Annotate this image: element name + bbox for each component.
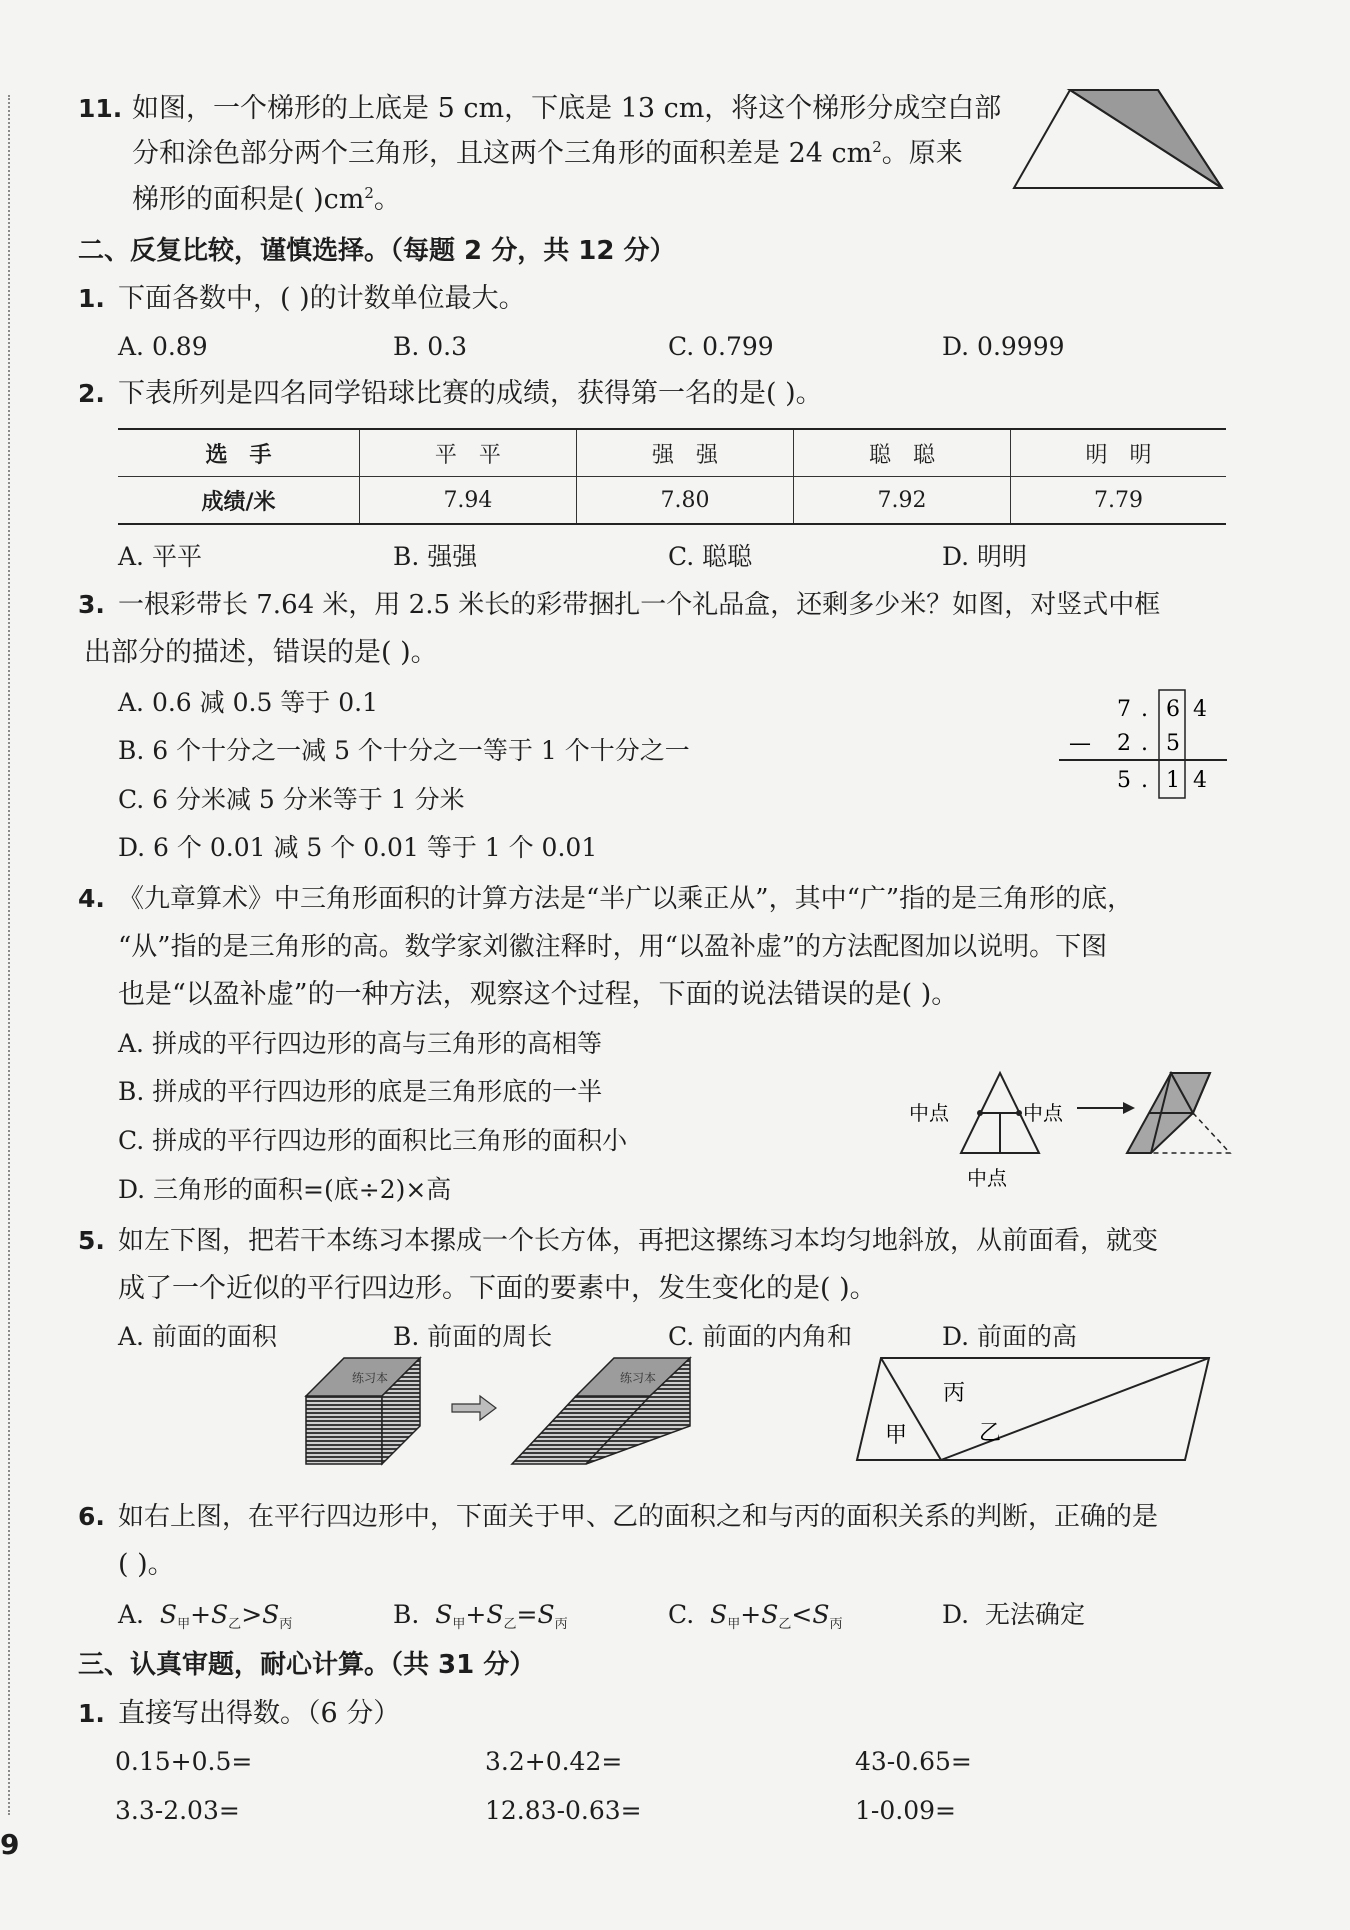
score-table xyxy=(118,428,1226,525)
q11-number: 11. xyxy=(78,94,123,123)
midpoint-label: 中点 xyxy=(909,1101,949,1125)
region-label: 丙 xyxy=(943,1381,966,1406)
q6-number: 6. xyxy=(78,1502,105,1531)
q3-option-b: B. 6 个十分之一减 5 个十分之一等于 1 个十分之一 xyxy=(118,736,690,765)
section3-title: 三、认真审题，耐心计算。（共 31 分） xyxy=(78,1650,536,1680)
q5-line2: 成了一个近似的平行四边形。下面的要素中，发生变化的是( )。 xyxy=(118,1273,877,1304)
table-cell: 平 平 xyxy=(359,429,576,477)
q4-option-c: C. 拼成的平行四边形的面积比三角形的面积小 xyxy=(118,1126,628,1155)
section2-title: 二、反复比较，谨慎选择。（每题 2 分，共 12 分） xyxy=(78,236,676,266)
calc-item: 12.83-0.63= xyxy=(485,1796,642,1825)
table-cell: 7.94 xyxy=(359,477,576,525)
q1-option-a: A. 0.89 xyxy=(118,332,208,361)
table-cell: 明 明 xyxy=(1011,429,1226,477)
q6-option-b: B. $S_甲+S_乙=S_丙$ xyxy=(393,1600,568,1632)
digit: . xyxy=(1141,768,1148,793)
table-cell: 聪 聪 xyxy=(793,429,1010,477)
arrow-icon xyxy=(452,1396,496,1420)
q5-line1: 如左下图，把若干本练习本摞成一个长方体，再把这摞练习本均匀地斜放，从前面看，就变 xyxy=(118,1226,1159,1256)
triangle-midpoint-figure xyxy=(905,1065,1235,1195)
table-row xyxy=(118,477,1226,525)
q2-text: 下表所列是四名同学铅球比赛的成绩，获得第一名的是( )。 xyxy=(118,378,823,409)
q1-option-b: B. 0.3 xyxy=(393,332,468,361)
q3-line1: 一根彩带长 7.64 米，用 2.5 米长的彩带捆扎一个礼品盒，还剩多少米？如图，对竖式中框 xyxy=(118,590,1161,620)
q5-option-d: D. 前面的高 xyxy=(942,1322,1078,1351)
q2-number: 2. xyxy=(78,379,105,408)
digit: 2 xyxy=(1117,731,1131,756)
calc-item: 3.3-2.03= xyxy=(115,1796,240,1825)
q3-line2: 出部分的描述，错误的是( )。 xyxy=(84,637,438,668)
q2-option-d: D. 明明 xyxy=(942,542,1028,571)
q5-option-c: C. 前面的内角和 xyxy=(668,1322,853,1351)
q2-option-c: C. 聪聪 xyxy=(668,542,753,571)
region-label: 甲 xyxy=(885,1423,908,1448)
digit: 5 xyxy=(1166,731,1180,756)
q4-number: 4. xyxy=(78,884,105,913)
q1-option-c: C. 0.799 xyxy=(668,332,774,361)
notebook-stack-figure xyxy=(300,1352,860,1470)
book-label: 练习本 xyxy=(620,1371,657,1385)
q4-option-d: D. 三角形的面积=(底÷2)×高 xyxy=(118,1175,452,1204)
q5-option-b: B. 前面的周长 xyxy=(393,1322,553,1351)
q1-number: 1. xyxy=(78,284,105,313)
calc-item: 0.15+0.5= xyxy=(115,1747,253,1776)
q4-option-a: A. 拼成的平行四边形的高与三角形的高相等 xyxy=(118,1029,602,1058)
parallelogram-figure xyxy=(855,1354,1217,1466)
digit: . xyxy=(1141,697,1148,722)
q4-line2: “从”指的是三角形的高。数学家刘徽注释时，用“以盈补虚”的方法配图加以说明。下图 xyxy=(118,932,1108,962)
q11-line2: 分和涂色部分两个三角形，且这两个三角形的面积差是 24 $cm^2$。原来 xyxy=(132,138,963,169)
q4-line3: 也是“以盈补虚”的一种方法，观察这个过程，下面的说法错误的是( )。 xyxy=(118,979,959,1010)
midpoint-label: 中点 xyxy=(967,1166,1007,1190)
table-cell: 强 强 xyxy=(576,429,793,477)
digit: 6 xyxy=(1166,697,1180,722)
digit: 5 xyxy=(1117,768,1131,793)
calc-text: 直接写出得数。（6 分） xyxy=(118,1698,401,1729)
table-cell: 成绩/米 xyxy=(118,477,359,525)
calc-item: 43-0.65= xyxy=(855,1747,972,1776)
digit: 4 xyxy=(1193,697,1207,722)
q1-option-d: D. 0.9999 xyxy=(942,332,1065,361)
q6-line2: ( )。 xyxy=(118,1549,175,1580)
page-number: 9 xyxy=(0,1828,20,1861)
calc-item: 3.2+0.42= xyxy=(485,1747,623,1776)
margin-dotted-line xyxy=(8,95,10,1815)
table-cell: 7.79 xyxy=(1011,477,1226,525)
digit: . xyxy=(1141,731,1148,756)
q4-option-b: B. 拼成的平行四边形的底是三角形底的一半 xyxy=(118,1077,603,1106)
trapezoid-figure xyxy=(1010,84,1232,194)
q5-option-a: A. 前面的面积 xyxy=(118,1322,277,1351)
q5-number: 5. xyxy=(78,1226,105,1255)
q6-option-a: A. $S_甲+S_乙>S_丙$ xyxy=(118,1600,293,1632)
q3-option-d: D. 6 个 0.01 减 5 个 0.01 等于 1 个 0.01 xyxy=(118,833,598,862)
midpoint-label: 中点 xyxy=(1023,1101,1063,1125)
vertical-subtraction-figure xyxy=(1055,686,1235,804)
calc-item: 1-0.09= xyxy=(855,1796,956,1825)
book-label: 练习本 xyxy=(352,1371,389,1385)
table-cell: 7.80 xyxy=(576,477,793,525)
table-header-row xyxy=(118,429,1226,477)
minus-sign: — xyxy=(1069,731,1091,756)
q6-line1: 如右上图，在平行四边形中，下面关于甲、乙的面积之和与丙的面积关系的判断，正确的是 xyxy=(118,1502,1159,1532)
region-label: 乙 xyxy=(979,1421,1002,1446)
table-cell: 选 手 xyxy=(118,429,359,477)
q6-option-d: D. 无法确定 xyxy=(942,1600,1086,1629)
digit: 4 xyxy=(1193,768,1207,793)
digit: 7 xyxy=(1117,697,1131,722)
q3-option-c: C. 6 分米减 5 分米等于 1 分米 xyxy=(118,785,465,814)
digit: 1 xyxy=(1166,768,1180,793)
q2-option-b: B. 强强 xyxy=(393,542,478,571)
q2-option-a: A. 平平 xyxy=(118,542,202,571)
q11-line1: 如图，一个梯形的上底是 5 cm，下底是 13 cm，将这个梯形分成空白部 xyxy=(132,93,1002,124)
q3-option-a: A. 0.6 减 0.5 等于 0.1 xyxy=(118,688,379,717)
q11-line3: 梯形的面积是( )$cm^2$。 xyxy=(132,184,401,215)
calc-number: 1. xyxy=(78,1699,105,1728)
q1-text: 下面各数中，( )的计数单位最大。 xyxy=(118,283,526,314)
table-cell: 7.92 xyxy=(793,477,1010,525)
q4-line1: 《九章算术》中三角形面积的计算方法是“半广以乘正从”，其中“广”指的是三角形的底， xyxy=(118,884,1134,914)
q6-option-c: C. $S_甲+S_乙<S_丙$ xyxy=(668,1600,843,1632)
q3-number: 3. xyxy=(78,590,105,619)
